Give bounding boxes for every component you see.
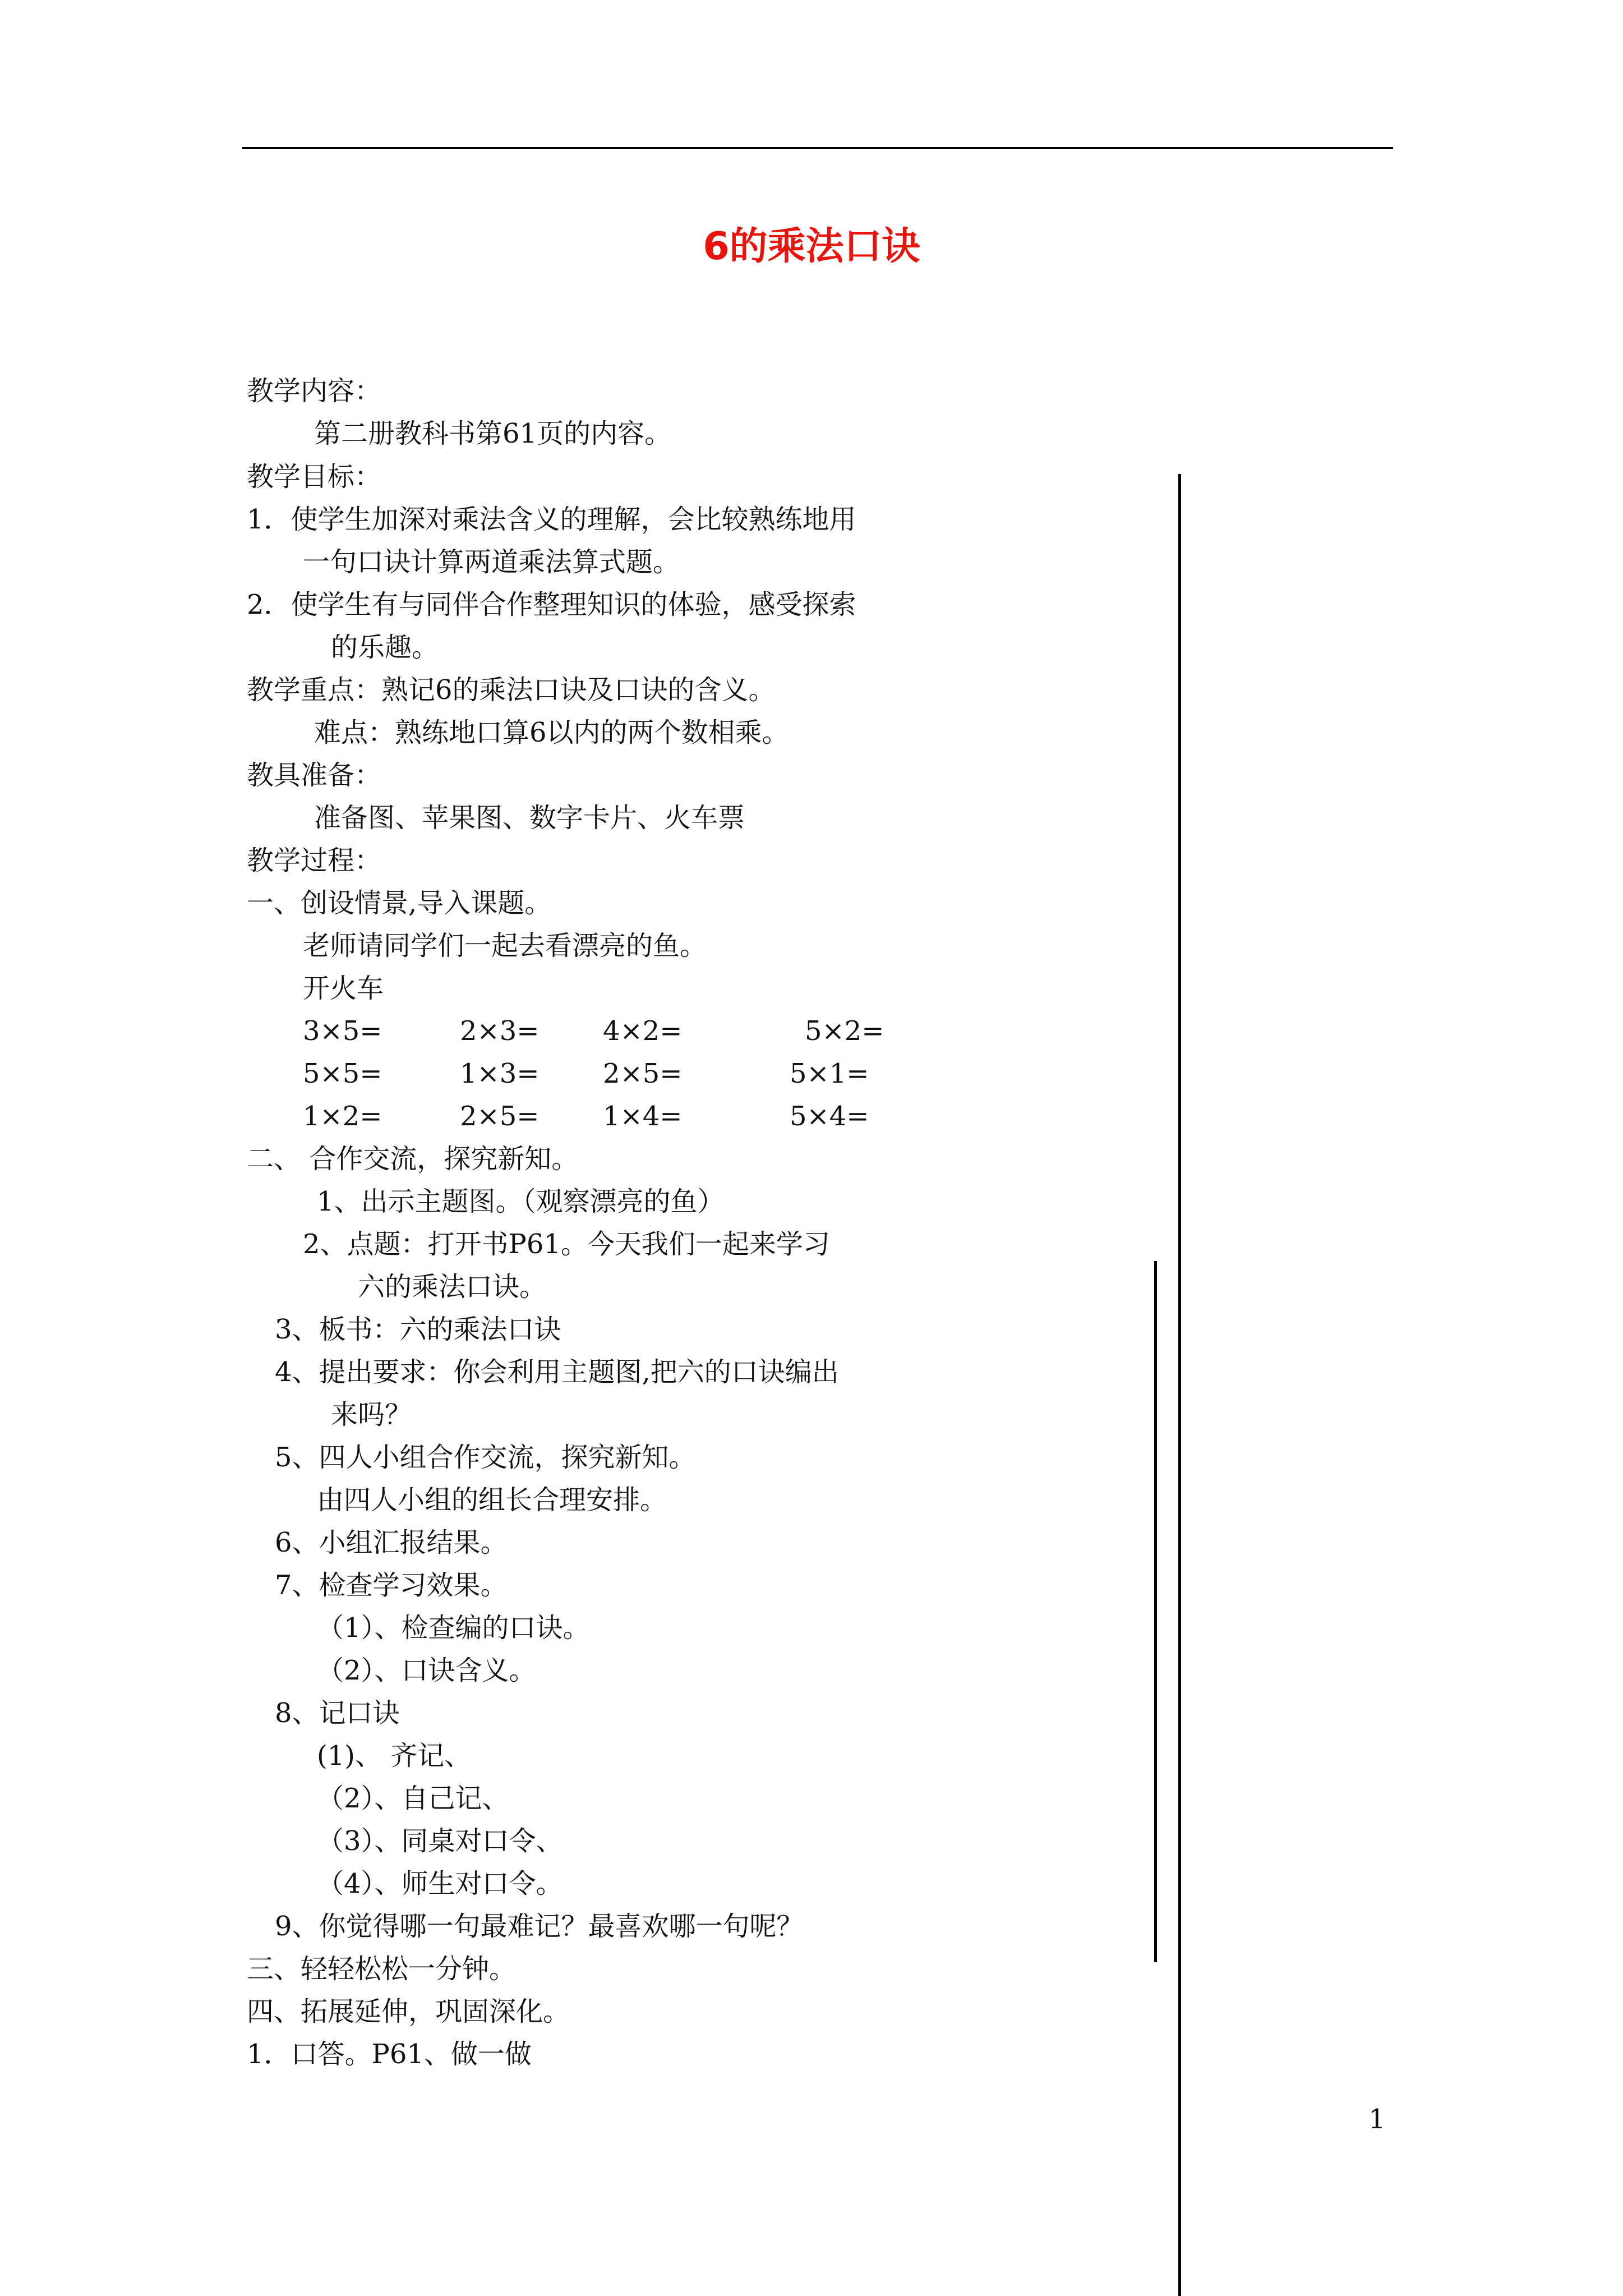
text-line: 教学过程： [247,845,382,876]
text-line: 6、小组汇报结果。 [275,1527,508,1558]
train-cell: 2×3= [460,1015,540,1047]
text-line: (1)、 齐记、 [317,1740,472,1772]
page-number: 1 [1368,2104,1386,2135]
page-title: 6的乘法口诀 [703,224,920,269]
text-line: 四、拓展延伸，巩固深化。 [247,1996,570,2027]
margin-line [1178,474,1181,2296]
text-line: 2、点题：打开书P61。今天我们一起来学习 [303,1228,830,1260]
text-line: 准备图、苹果图、数字卡片、火车票 [314,802,745,834]
train-cell: 2×5= [460,1101,540,1132]
text-line: 老师请同学们一起去看漂亮的鱼。 [303,930,707,961]
text-line: 二、 合作交流，探究新知。 [247,1143,579,1175]
text-line: 5、四人小组合作交流，探究新知。 [275,1442,696,1473]
text-line: 9、你觉得哪一句最难记？最喜欢哪一句呢？ [275,1911,804,1942]
text-line: 教学内容： [247,375,382,407]
text-line: 一句口诀计算两道乘法算式题。 [303,546,680,578]
margin-line-short [1154,1261,1157,1962]
text-line: 4、提出要求：你会利用主题图,把六的口诀编出 [275,1356,839,1388]
text-line: 1．口答。P61、做一做 [247,2039,532,2070]
text-line: （4）、师生对口令。 [317,1868,563,1899]
text-line: （1）、检查编的口诀。 [317,1612,590,1644]
text-line: 三、轻轻松松一分钟。 [247,1953,517,1985]
text-line: 教具准备： [247,760,382,791]
text-line: 3、板书：六的乘法口诀 [275,1314,561,1345]
text-line: 1．使学生加深对乘法含义的理解，会比较熟练地用 [247,504,856,535]
text-line: 2．使学生有与同伴合作整理知识的体验，感受探索 [247,589,856,620]
train-cell: 5×5= [303,1058,382,1089]
text-line: （3）、同桌对口令、 [317,1825,563,1857]
train-cell: 5×2= [805,1015,884,1047]
text-line: 第二册教科书第61页的内容。 [314,418,672,449]
text-line: 教学目标： [247,461,382,493]
text-line: 由四人小组的组长合理安排。 [317,1484,667,1516]
text-line: 一、创设情景,导入课题。 [247,887,552,919]
text-line: 7、检查学习效果。 [275,1570,508,1601]
text-line: 来吗？ [331,1399,412,1430]
text-line: （2）、口诀含义。 [317,1655,536,1686]
train-cell: 5×1= [790,1058,869,1089]
train-cell: 5×4= [790,1101,869,1132]
header-rule [242,147,1393,149]
text-line: 开火车 [303,973,384,1004]
train-cell: 1×2= [303,1101,382,1132]
train-cell: 4×2= [603,1015,683,1047]
train-cell: 1×3= [460,1058,540,1089]
text-line: 教学重点：熟记6的乘法口诀及口诀的含义。 [247,674,776,706]
text-line: 六的乘法口诀。 [358,1271,547,1303]
text-line: 难点：熟练地口算6以内的两个数相乘。 [314,717,789,748]
text-line: （2）、自己记、 [317,1783,509,1814]
text-line: 8、记口诀 [275,1697,400,1729]
train-cell: 2×5= [603,1058,683,1089]
train-cell: 1×4= [603,1101,683,1132]
text-line: 的乐趣。 [331,632,439,663]
text-line: 1、出示主题图。（观察漂亮的鱼） [317,1186,725,1217]
train-cell: 3×5= [303,1015,382,1047]
